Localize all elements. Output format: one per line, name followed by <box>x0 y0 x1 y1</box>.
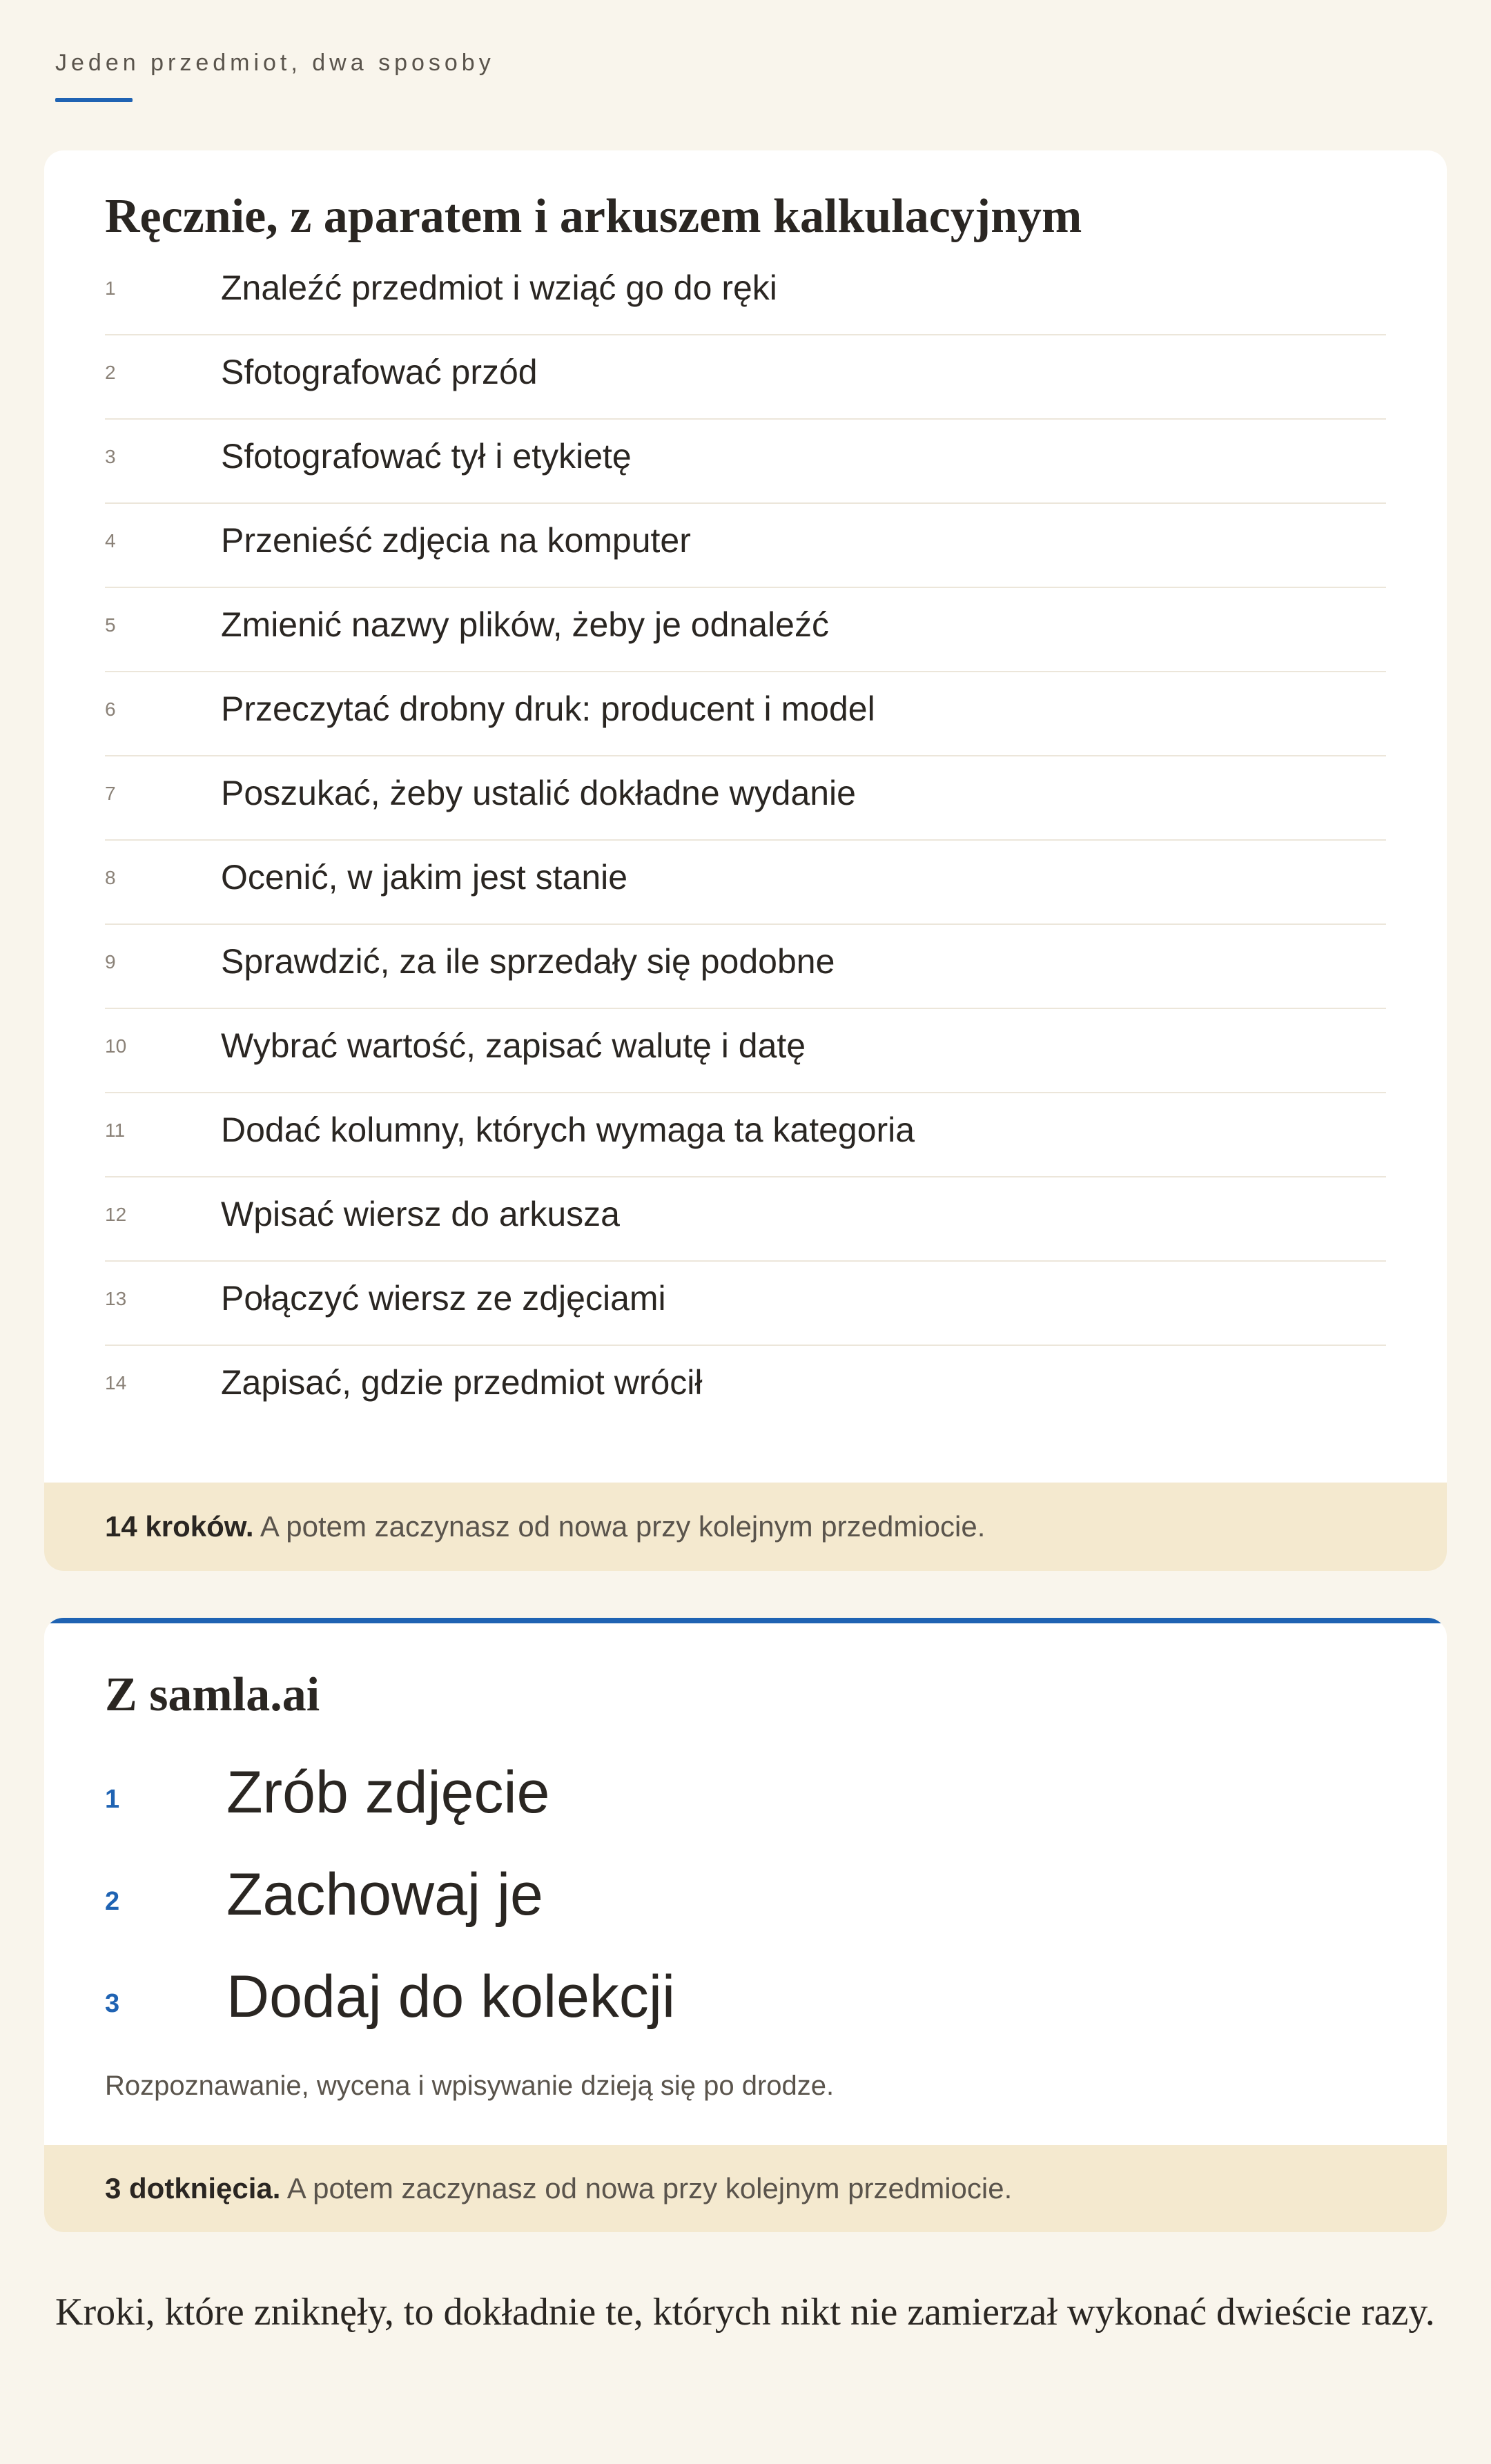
manual-step <box>105 756 1386 841</box>
step-number: 6 <box>105 698 116 720</box>
card-accent-bar <box>44 1618 1447 1623</box>
step-number: 4 <box>105 530 116 551</box>
step-number: 2 <box>105 1887 120 1916</box>
step-number: 10 <box>105 1035 127 1057</box>
samla-footer-text: A potem zaczynasz od nowa przy kolejnym przedmiocie. <box>280 2172 1013 2204</box>
samla-tap-count: 3 dotknięcia. <box>105 2172 281 2204</box>
manual-step <box>105 925 1386 1009</box>
samla-step <box>105 1749 1386 1851</box>
step-label: Sfotografować tył i etykietę <box>221 437 632 476</box>
step-number: 11 <box>105 1119 126 1141</box>
eyebrow-label: Jeden przedmiot, dwa sposoby <box>55 50 495 76</box>
step-number: 7 <box>105 783 116 804</box>
step-number: 13 <box>105 1288 127 1309</box>
step-label: Wybrać wartość, zapisać walutę i datę <box>221 1026 806 1065</box>
step-label: Znaleźć przedmiot i wziąć go do ręki <box>221 268 777 307</box>
step-label: Zrób zdjęcie <box>226 1759 550 1826</box>
manual-step <box>105 672 1386 756</box>
step-label: Zapisać, gdzie przedmiot wrócił <box>221 1363 703 1402</box>
manual-step <box>105 251 1386 335</box>
step-label: Ocenić, w jakim jest stanie <box>221 858 628 897</box>
manual-step <box>105 335 1386 420</box>
manual-step-count: 14 kroków. <box>105 1510 254 1543</box>
manual-step <box>105 841 1386 925</box>
manual-step <box>105 588 1386 672</box>
step-label: Poszukać, żeby ustalić dokładne wydanie <box>221 774 856 812</box>
manual-steps-list <box>105 251 1386 1430</box>
manual-process-card <box>44 150 1447 1571</box>
manual-step <box>105 420 1386 504</box>
samla-process-card <box>44 1618 1447 2232</box>
step-number: 2 <box>105 362 116 383</box>
step-label: Zmienić nazwy plików, żeby je odnaleźć <box>221 605 829 644</box>
manual-step <box>105 1093 1386 1177</box>
step-label: Połączyć wiersz ze zdjęciami <box>221 1279 666 1318</box>
step-number: 9 <box>105 951 116 972</box>
step-number: 5 <box>105 614 116 636</box>
samla-steps-list <box>105 1749 1386 2055</box>
manual-step <box>105 1009 1386 1093</box>
step-number: 3 <box>105 1989 120 2018</box>
step-label: Przenieść zdjęcia na komputer <box>221 521 691 560</box>
step-label: Dodaj do kolekcji <box>226 1964 676 2030</box>
samla-step <box>105 1851 1386 1953</box>
step-label: Wpisać wiersz do arkusza <box>221 1195 620 1233</box>
step-number: 1 <box>105 277 116 299</box>
step-number: 12 <box>105 1204 127 1225</box>
samla-note: Rozpoznawanie, wycena i wpisywanie dzieją się po drodze. <box>105 2071 835 2101</box>
step-label: Przeczytać drobny druk: producent i model <box>221 690 875 728</box>
step-number: 14 <box>105 1372 127 1394</box>
manual-footer-text: A potem zaczynasz od nowa przy kolejnym przedmiocie. <box>253 1510 986 1543</box>
step-number: 3 <box>105 446 116 467</box>
samla-step <box>105 1953 1386 2055</box>
step-label: Sfotografować przód <box>221 353 538 391</box>
manual-step <box>105 1346 1386 1430</box>
samla-card-footer <box>44 2145 1447 2232</box>
step-label: Sprawdzić, za ile sprzedały się podobne <box>221 942 835 981</box>
manual-step <box>105 1262 1386 1346</box>
manual-card-footer <box>44 1483 1447 1571</box>
manual-step <box>105 1177 1386 1262</box>
step-number: 1 <box>105 1785 120 1814</box>
step-label: Zachowaj je <box>226 1861 543 1928</box>
manual-step <box>105 504 1386 588</box>
step-label: Dodać kolumny, których wymaga ta kategoria <box>221 1111 915 1149</box>
manual-card-title: Ręcznie, z aparatem i arkuszem kalkulacyjnym <box>105 190 1082 243</box>
closing-statement: Kroki, które zniknęły, to dokładnie te, których nikt nie zamierzał wykonać dwieście razy. <box>55 2291 1435 2334</box>
samla-card-title: Z samla.ai <box>105 1668 320 1721</box>
step-number: 8 <box>105 867 116 888</box>
eyebrow-underline <box>55 98 133 102</box>
